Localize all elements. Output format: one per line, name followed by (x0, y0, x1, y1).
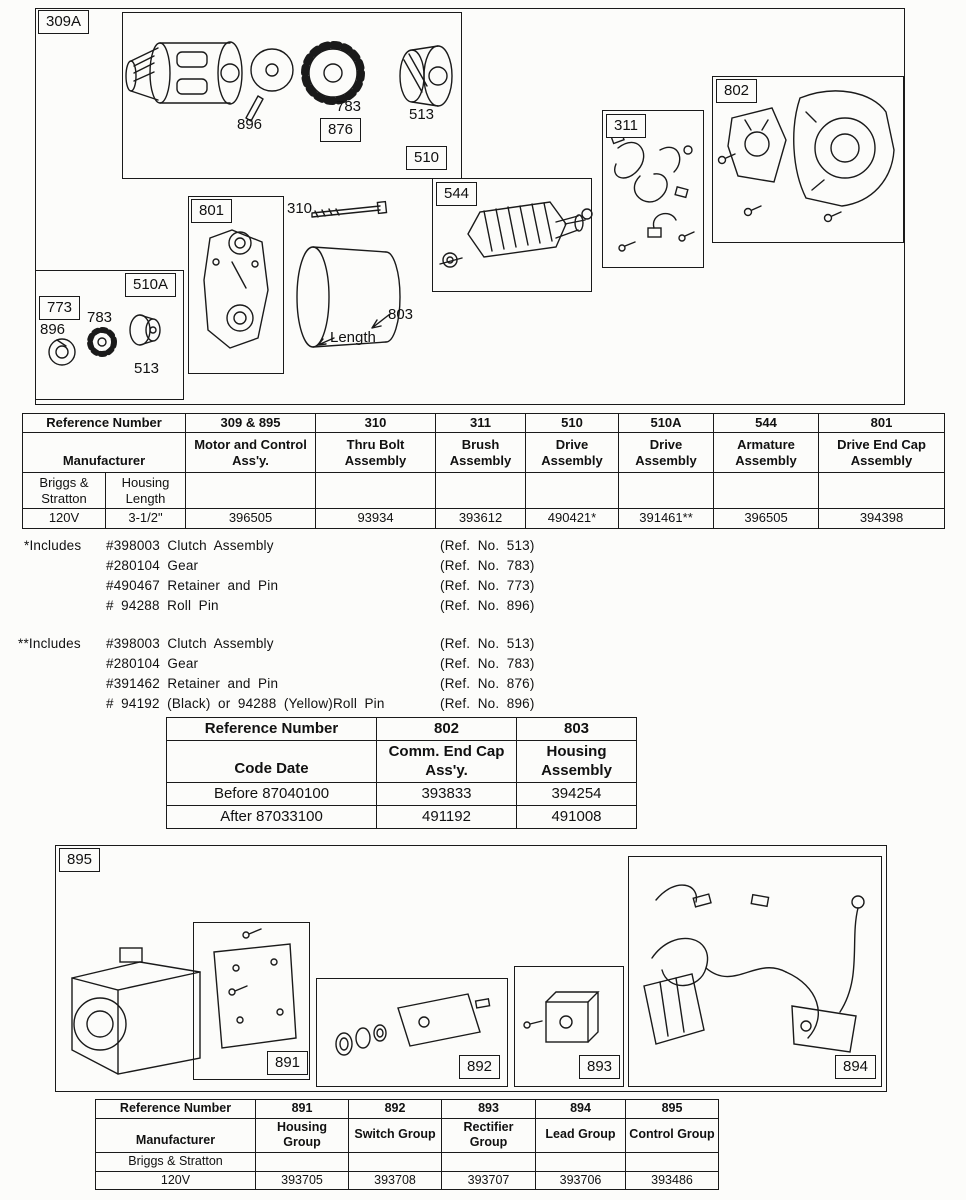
assembly-name-cell: Drive Assembly (619, 433, 714, 473)
footnote-part: #398003 Clutch Assembly (106, 636, 274, 651)
maker-cell: Briggs & Stratton (96, 1152, 256, 1171)
col-header-cell: 803 (517, 718, 637, 741)
comm-end-cap-drawing (719, 91, 895, 222)
part-number-cell: 490421* (526, 509, 619, 528)
group-name-cell: Rectifier Group (442, 1118, 536, 1152)
group-name-cell: Switch Group (349, 1118, 442, 1152)
footnote-line (24, 598, 664, 613)
part-number-cell: 93934 (316, 509, 436, 528)
footnote-line (24, 578, 664, 593)
group-name-cell: Lead Group (536, 1118, 626, 1152)
callout-801: 801 (191, 199, 232, 223)
housing-length-header-cell: Housing Length (106, 473, 186, 509)
empty-cell (442, 1152, 536, 1171)
footnote-part: #490467 Retainer and Pin (106, 578, 279, 593)
callout-876: 876 (320, 118, 361, 142)
footnote-ref: (Ref. No. 896) (440, 696, 535, 711)
part-number-cell: 394398 (819, 509, 945, 528)
empty-cell (819, 473, 945, 509)
empty-cell (536, 1152, 626, 1171)
callout-311: 311 (606, 114, 646, 138)
col-header-cell: 895 (626, 1100, 719, 1119)
code-date-header-cell: Code Date (167, 741, 377, 783)
col-header-cell: 311 (436, 414, 526, 433)
part-number-cell: 391461** (619, 509, 714, 528)
empty-cell (436, 473, 526, 509)
callout-309A: 309A (38, 10, 89, 34)
table-row (96, 1152, 719, 1171)
table-row (96, 1171, 719, 1190)
footnote-line (18, 696, 658, 711)
footnote-ref: (Ref. No. 783) (440, 656, 535, 671)
table-row (167, 806, 637, 829)
footnote-line (24, 558, 664, 573)
footnote-prefix: **Includes (18, 636, 81, 651)
voltage-cell: 120V (23, 509, 106, 528)
footnote-line (18, 656, 658, 671)
part-number-cell: 393612 (436, 509, 526, 528)
callout-513: 513 (409, 106, 435, 123)
callout-802: 802 (716, 79, 757, 103)
group-name-cell: Housing Group (256, 1118, 349, 1152)
part-number-cell: 394254 (517, 783, 637, 806)
empty-cell (186, 473, 316, 509)
callout-892: 892 (459, 1055, 500, 1079)
drive-end-cap-drawing (204, 230, 268, 348)
footnote-part: #280104 Gear (106, 656, 199, 671)
part-number-cell: 393706 (536, 1171, 626, 1190)
callout-783: 783 (336, 98, 362, 115)
col-header-cell: 891 (256, 1100, 349, 1119)
footnote-part: #398003 Clutch Assembly (106, 538, 274, 553)
footnote-part: #391462 Retainer and Pin (106, 676, 279, 691)
table-row (96, 1118, 719, 1152)
manufacturer-header-cell: Manufacturer (23, 433, 186, 473)
table-row (167, 718, 637, 741)
lead-group-drawing (644, 885, 864, 1052)
group-reference-table (95, 1099, 719, 1190)
footnote-ref: (Ref. No. 876) (440, 676, 535, 691)
table-row (23, 509, 945, 528)
length-value-cell: 3-1/2" (106, 509, 186, 528)
col-header-cell: 801 (819, 414, 945, 433)
voltage-cell: 120V (96, 1171, 256, 1190)
callout-310: 310 (287, 200, 313, 217)
part-number-cell: 396505 (714, 509, 819, 528)
empty-cell (619, 473, 714, 509)
footnote-part: # 94288 Roll Pin (106, 598, 219, 613)
callout-891: 891 (267, 1051, 308, 1075)
part-number-cell: 393705 (256, 1171, 349, 1190)
footnote-line (18, 636, 658, 651)
assembly-name-cell: Brush Assembly (436, 433, 526, 473)
starter-clutch-drawing (126, 42, 452, 121)
part-number-cell: 393833 (377, 783, 517, 806)
part-number-cell: 396505 (186, 509, 316, 528)
footnote-ref: (Ref. No. 773) (440, 578, 535, 593)
footnote-prefix: *Includes (24, 538, 82, 553)
maker-cell: Briggs & Stratton (23, 473, 106, 509)
empty-cell (316, 473, 436, 509)
assembly-name-cell: Motor and Control Ass'y. (186, 433, 316, 473)
callout-513-alt: 513 (134, 360, 160, 377)
table-row (167, 783, 637, 806)
assembly-name-cell: Comm. End Cap Ass'y. (377, 741, 517, 783)
callout-length: Length (330, 329, 376, 346)
col-header-cell: 510 (526, 414, 619, 433)
empty-cell (256, 1152, 349, 1171)
col-header-cell: 510A (619, 414, 714, 433)
footnote-ref: (Ref. No. 896) (440, 598, 535, 613)
col-header-cell: 892 (349, 1100, 442, 1119)
assembly-name-cell: Armature Assembly (714, 433, 819, 473)
footnote-line (18, 676, 658, 691)
manufacturer-header-cell: Manufacturer (96, 1118, 256, 1152)
table-row (23, 473, 945, 509)
callout-896-alt: 896 (40, 321, 66, 338)
brush-assembly-drawing (611, 132, 694, 251)
callout-803: 803 (388, 306, 414, 323)
ref-header-cell: Reference Number (96, 1100, 256, 1119)
col-header-cell: 894 (536, 1100, 626, 1119)
housing-group-drawing (72, 929, 296, 1074)
table-row (167, 741, 637, 783)
assembly-name-cell: Thru Bolt Assembly (316, 433, 436, 473)
callout-783-alt: 783 (87, 309, 113, 326)
empty-cell (626, 1152, 719, 1171)
part-number-cell: 491008 (517, 806, 637, 829)
reference-table-primary (22, 413, 945, 529)
code-date-cell: Before 87040100 (167, 783, 377, 806)
callout-773: 773 (39, 296, 80, 320)
footnote-part: #280104 Gear (106, 558, 199, 573)
armature-drawing (440, 202, 592, 267)
col-header-cell: 310 (316, 414, 436, 433)
col-header-cell: 309 & 895 (186, 414, 316, 433)
callout-510: 510 (406, 146, 447, 170)
part-number-cell: 393707 (442, 1171, 536, 1190)
callout-893: 893 (579, 1055, 620, 1079)
code-date-table (166, 717, 637, 829)
footnote-ref: (Ref. No. 513) (440, 636, 535, 651)
assembly-name-cell: Housing Assembly (517, 741, 637, 783)
footnote-part: # 94192 (Black) or 94288 (Yellow)Roll Pin (106, 696, 385, 711)
callout-895: 895 (59, 848, 100, 872)
rectifier-group-drawing (524, 992, 598, 1042)
table-row (23, 433, 945, 473)
switch-group-drawing (336, 994, 490, 1055)
col-header-cell: 544 (714, 414, 819, 433)
empty-cell (349, 1152, 442, 1171)
ref-header-cell: Reference Number (167, 718, 377, 741)
footnote-line (24, 538, 664, 553)
assembly-name-cell: Drive End Cap Assembly (819, 433, 945, 473)
thru-bolt-drawing (312, 202, 387, 217)
table-row (96, 1100, 719, 1119)
part-number-cell: 393708 (349, 1171, 442, 1190)
empty-cell (714, 473, 819, 509)
callout-894: 894 (835, 1055, 876, 1079)
code-date-cell: After 87033100 (167, 806, 377, 829)
assembly-name-cell: Drive Assembly (526, 433, 619, 473)
footnote-ref: (Ref. No. 783) (440, 558, 535, 573)
empty-cell (526, 473, 619, 509)
col-header-cell: 893 (442, 1100, 536, 1119)
part-number-cell: 491192 (377, 806, 517, 829)
part-number-cell: 393486 (626, 1171, 719, 1190)
footnote-ref: (Ref. No. 513) (440, 538, 535, 553)
callout-544: 544 (436, 182, 477, 206)
ref-header-cell: Reference Number (23, 414, 186, 433)
group-name-cell: Control Group (626, 1118, 719, 1152)
col-header-cell: 802 (377, 718, 517, 741)
callout-510A: 510A (125, 273, 176, 297)
table-row (23, 414, 945, 433)
callout-896: 896 (237, 116, 263, 133)
